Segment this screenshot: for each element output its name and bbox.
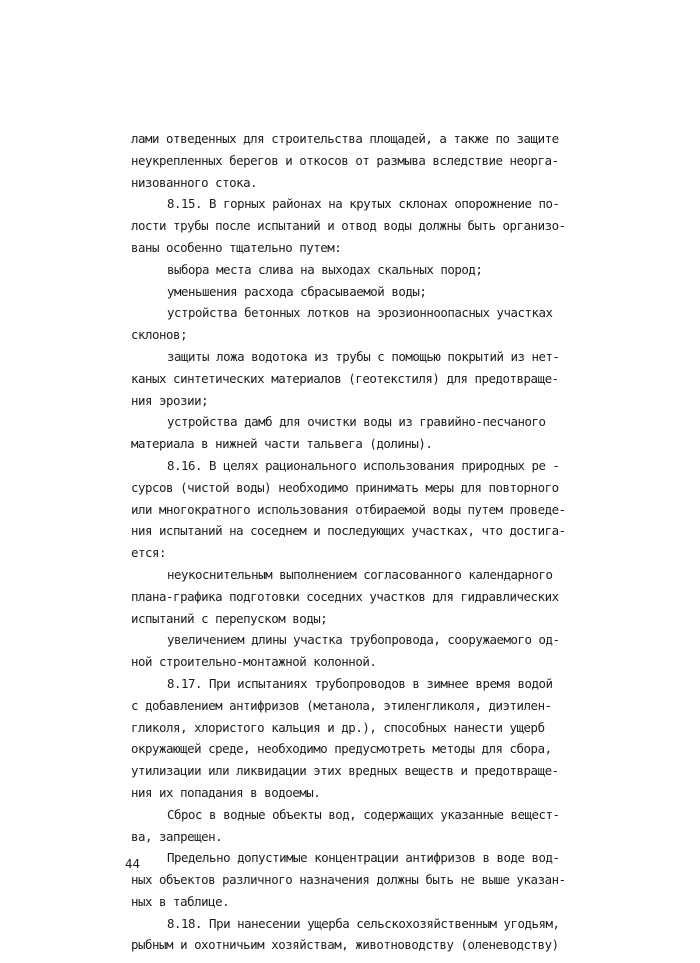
text-line: уменьшения расхода сбрасываемой воды; [167,283,427,299]
text-line: устройства бетонных лотков на эрозионноопасных участках [167,305,553,321]
text-line: неукрепленных берегов и откосов от размыва вследствие неорга- [131,152,559,168]
text-line: защиты ложа водотока из трубы с помощью покрытий из нет- [167,348,560,364]
text-line: ных в таблице. [131,893,230,909]
text-line: каных синтетических материалов (геотекстиля) для предотвраще- [131,370,559,386]
text-line: рыбным и охотничьим хозяйствам, животноводству (оленеводству) [131,937,559,953]
text-line: 8.17. При испытаниях трубопроводов в зимнее время водой [167,675,553,691]
text-line: ваны особенно тщательно путем: [131,239,342,255]
text-line: выбора места слива на выходах скальных пород; [167,261,483,277]
page-number: 44 [125,856,140,871]
text-line: ной строительно-монтажной колонной. [131,654,377,670]
text-line: ния эрозии; [131,392,209,408]
text-line: гликоля, хлористого кальция и др.), способных нанести ущерб [131,719,545,735]
text-line: сурсов (чистой воды) необходимо принимать меры для повторного [131,479,559,495]
text-line: лости трубы после испытаний и отвод воды должны быть организо- [131,218,566,234]
text-line: Предельно допустимые концентрации антифризов в воде вод- [167,850,560,866]
text-line: ния их попадания в водоемы. [131,784,321,800]
text-line: испытаний с перепуском воды; [131,610,328,626]
text-line: 8.16. В целях рационального использования природных ре - [167,457,560,473]
text-line: ется: [131,545,167,561]
text-line: устройства дамб для очистки воды из гравийно-песчаного [167,414,546,430]
text-line: ных объектов различного назначения должны быть не выше указан- [131,872,566,888]
text-line: материала в нижней части тальвега (долины). [131,436,433,452]
text-line: ния испытаний на соседнем и последующих участках, что достига- [131,523,566,539]
text-line: плана-графика подготовки соседних участков для гидравлических [131,588,559,604]
text-line: утилизации или ликвидации этих вредных веществ и предотвраще- [131,763,559,779]
text-line: Сброс в водные объекты вод, содержащих указанные вещест- [167,806,560,822]
text-line: лами отведенных для строительства площадей, а также по защите [131,131,559,146]
text-line: 8.15. В горных районах на крутых склонах опорожнение по- [167,196,560,212]
text-line: с добавлением антифризов (метанола, этиленгликоля, диэтилен- [131,697,552,713]
text-line: или многократного использования отбираемой воды путем проведе- [131,501,566,517]
text-line: увеличением длины участка трубопровода, сооружаемого од- [167,632,560,648]
text-line: окружающей среде, необходимо предусмотреть методы для сбора, [131,741,552,757]
text-line: низованного стока. [131,174,258,190]
text-line: ва, запрещен. [131,828,223,844]
text-line: 8.18. При нанесении ущерба сельскохозяйственным угодьям, [167,915,560,931]
text-line: склонов; [131,327,188,343]
text-line: неукоснительным выполнением согласованного календарного [167,566,553,582]
body-text [131,128,601,956]
